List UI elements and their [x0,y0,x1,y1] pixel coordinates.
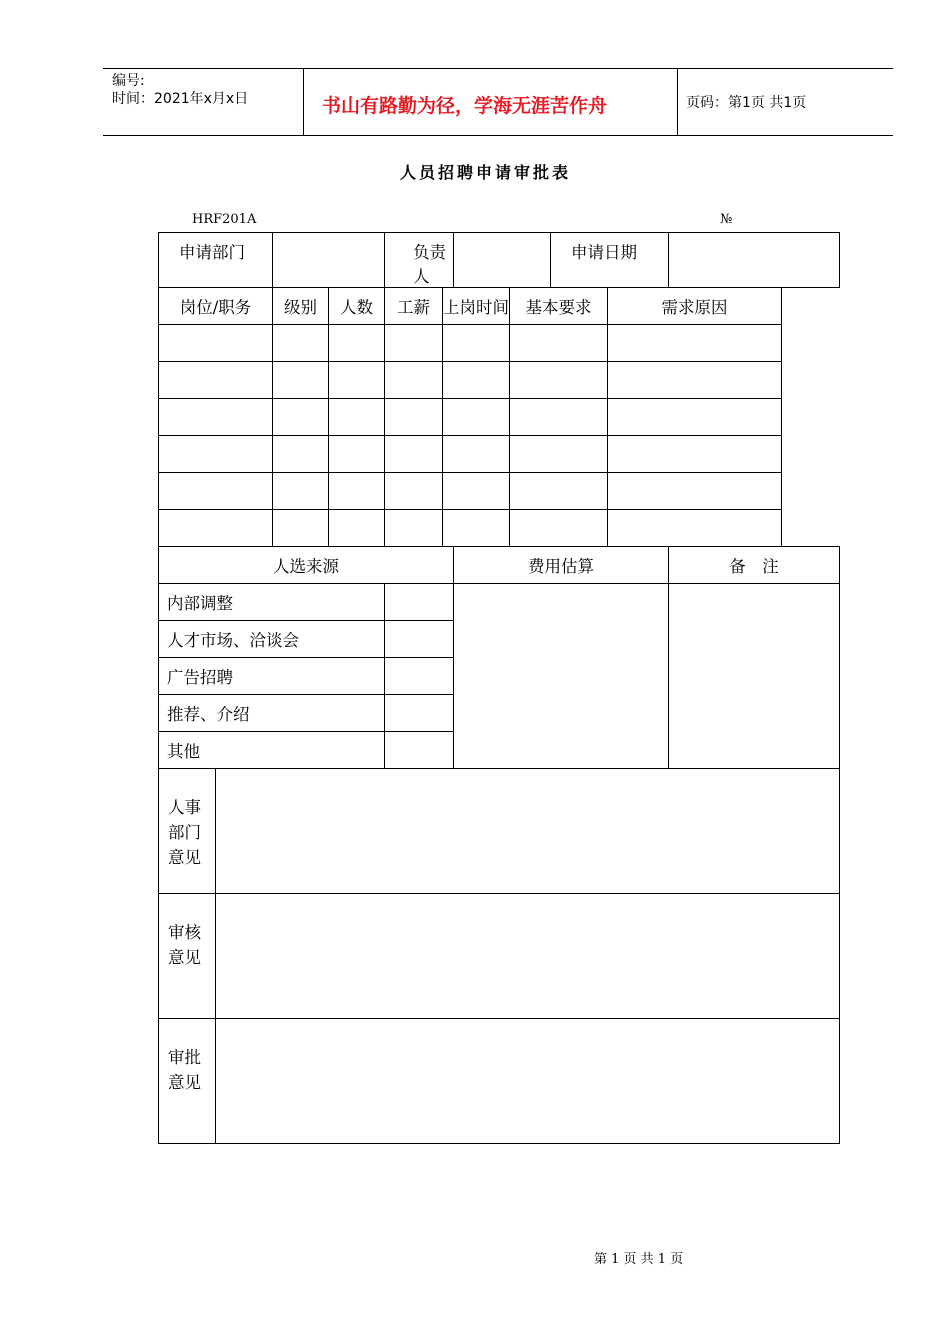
cell-position[interactable] [159,325,273,362]
cell-reason[interactable] [608,510,782,547]
source-ad-check[interactable] [385,658,454,695]
review-opinion-area[interactable] [216,894,840,1019]
cell-level[interactable] [273,473,329,510]
cell-start-time[interactable] [443,510,510,547]
cell-headcount[interactable] [329,473,385,510]
recruitment-form-table [158,232,840,1144]
form-code: HRF201A [192,212,257,227]
cell-reason[interactable] [608,473,782,510]
document-time-label: 时间：2021年x月x日 [112,91,249,107]
cell-position[interactable] [159,510,273,547]
remark-header: 备 注 [669,547,840,584]
page-info: 页码：第1页 共1页 [686,95,807,111]
cell-salary[interactable] [385,399,443,436]
cell-position[interactable] [159,436,273,473]
cell-start-time[interactable] [443,362,510,399]
header-motto: 书山有路勤为径，学海无涯苦作舟 [322,95,608,117]
cell-position[interactable] [159,399,273,436]
approve-opinion-area[interactable] [216,1019,840,1144]
col-headcount: 人数 [329,288,385,325]
header-bottom-rule [103,135,893,136]
source-referral-check[interactable] [385,695,454,732]
col-requirements: 基本要求 [510,288,608,325]
col-position: 岗位/职务 [159,288,273,325]
col-start-time: 上岗时间 [443,288,510,325]
form-number-sign: № [720,212,733,227]
cell-level[interactable] [273,510,329,547]
source-other-label: 其他 [159,732,385,769]
col-level: 级别 [273,288,329,325]
source-talent-market-check[interactable] [385,621,454,658]
table-row [159,399,840,436]
source-referral-label: 推荐、介绍 [159,695,385,732]
cell-requirements[interactable] [510,473,608,510]
header-divider-left [303,68,304,136]
cell-start-time[interactable] [443,325,510,362]
cell-salary[interactable] [385,362,443,399]
cell-level[interactable] [273,399,329,436]
cell-reason[interactable] [608,436,782,473]
cell-position[interactable] [159,473,273,510]
cell-requirements[interactable] [510,325,608,362]
cell-requirements[interactable] [510,510,608,547]
cell-salary[interactable] [385,510,443,547]
approve-opinion-label: 审批 意见 [159,1019,216,1144]
cell-requirements[interactable] [510,362,608,399]
hr-opinion-label: 人事 部门 意见 [159,769,216,894]
source-other-check[interactable] [385,732,454,769]
page-footer: 第 1 页 共 1 页 [594,1252,684,1267]
cell-salary[interactable] [385,325,443,362]
table-row [159,510,840,547]
cell-reason[interactable] [608,399,782,436]
cell-level[interactable] [273,436,329,473]
leader-value[interactable] [454,233,551,288]
document-number-label: 编号: [112,73,145,89]
table-row [159,436,840,473]
cell-headcount[interactable] [329,510,385,547]
table-row [159,325,840,362]
cell-reason[interactable] [608,362,782,399]
col-salary: 工薪 [385,288,443,325]
cell-headcount[interactable] [329,325,385,362]
cell-requirements[interactable] [510,399,608,436]
cost-header: 费用估算 [454,547,669,584]
form-title: 人员招聘申请审批表 [400,163,572,182]
cell-headcount[interactable] [329,436,385,473]
cell-start-time[interactable] [443,473,510,510]
source-internal-label: 内部调整 [159,584,385,621]
cost-estimate-area[interactable] [454,584,669,769]
apply-dept-value[interactable] [273,233,385,288]
cell-requirements[interactable] [510,436,608,473]
cell-salary[interactable] [385,473,443,510]
apply-date-label: 申请日期 [551,233,669,288]
source-header: 人选来源 [159,547,454,584]
leader-label: 负责人 [385,233,454,288]
review-opinion-label: 审核 意见 [159,894,216,1019]
header-divider-right [677,68,678,136]
apply-dept-label: 申请部门 [159,233,273,288]
source-talent-market-label: 人才市场、洽谈会 [159,621,385,658]
remark-area[interactable] [669,584,840,769]
header-top-rule [103,68,893,69]
cell-position[interactable] [159,362,273,399]
cell-level[interactable] [273,325,329,362]
table-row [159,362,840,399]
cell-headcount[interactable] [329,362,385,399]
source-internal-check[interactable] [385,584,454,621]
cell-headcount[interactable] [329,399,385,436]
cell-salary[interactable] [385,436,443,473]
source-ad-label: 广告招聘 [159,658,385,695]
cell-start-time[interactable] [443,399,510,436]
cell-level[interactable] [273,362,329,399]
cell-reason[interactable] [608,325,782,362]
hr-opinion-area[interactable] [216,769,840,894]
table-row [159,473,840,510]
apply-date-value[interactable] [669,233,840,288]
col-reason: 需求原因 [608,288,782,325]
cell-start-time[interactable] [443,436,510,473]
